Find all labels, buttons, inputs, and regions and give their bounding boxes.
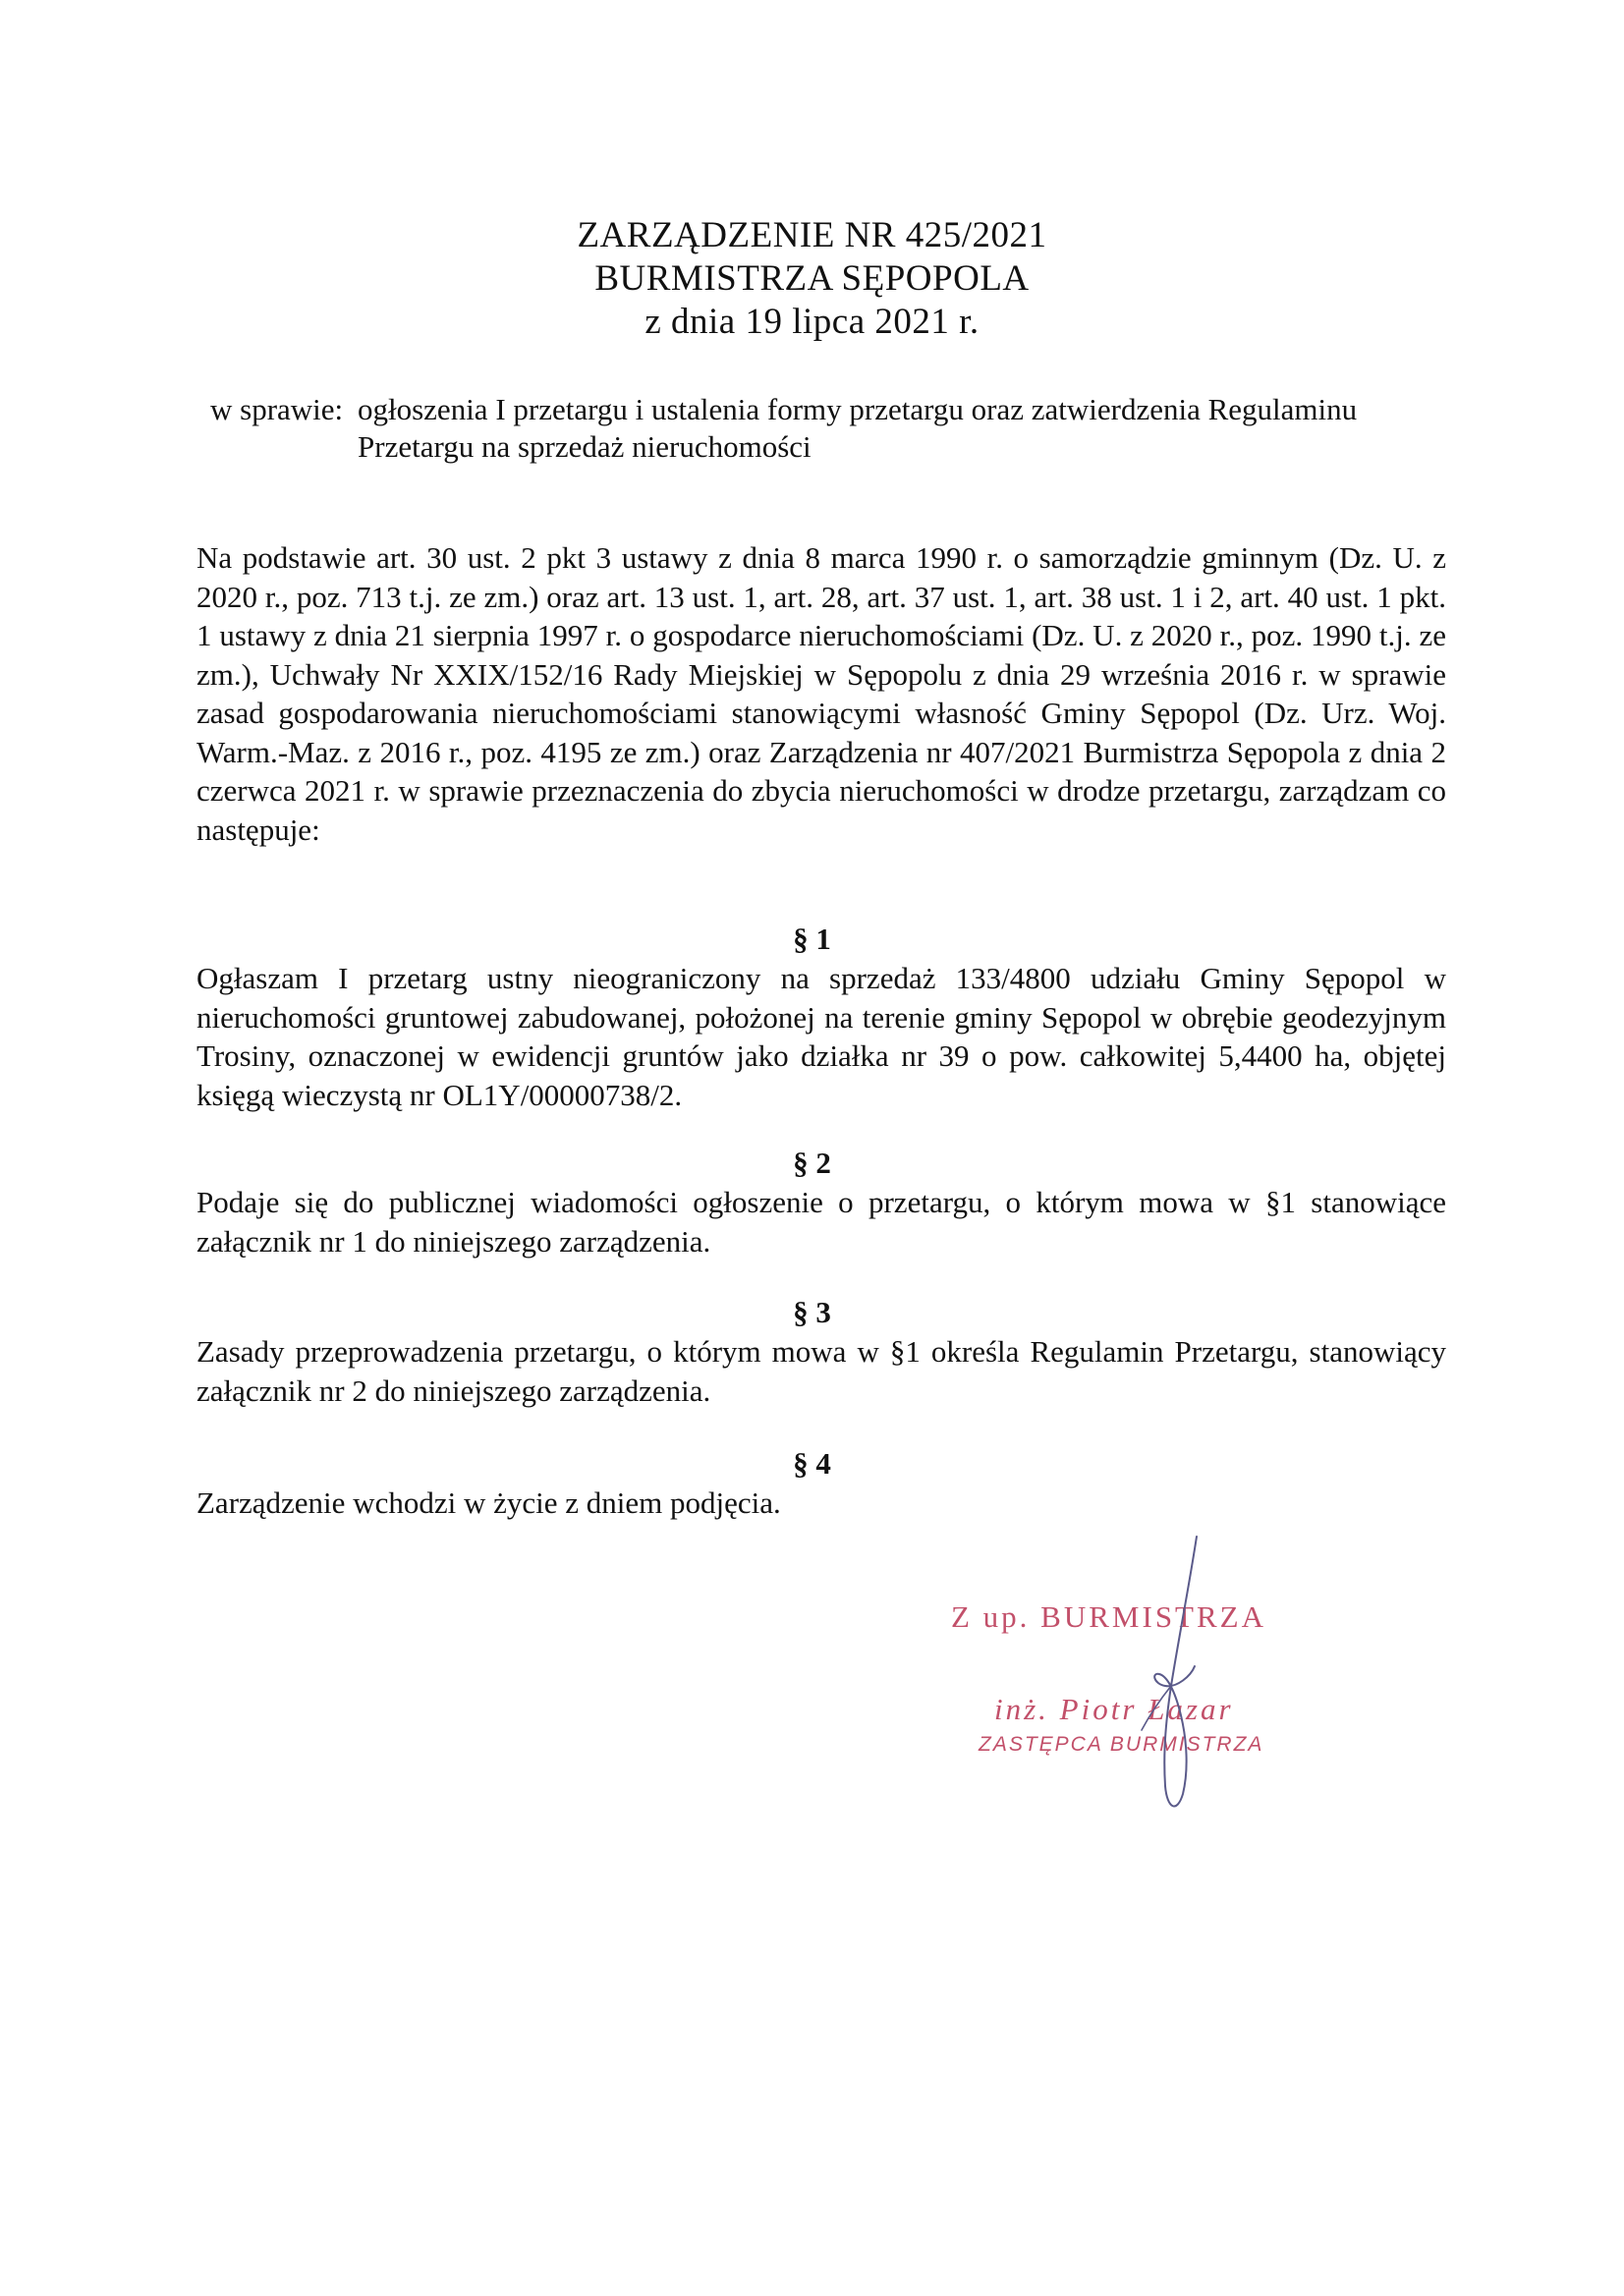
subject-block [210,391,1468,466]
section-2-heading: § 2 [793,1146,831,1180]
title-line-ordinance-number: ZARZĄDZENIE NR 425/2021 [577,215,1047,255]
handwritten-signature [1081,1529,1228,1823]
document-title [0,214,1624,344]
section-1-heading: § 1 [793,922,831,956]
subject-label: w sprawie: [210,392,344,426]
section-4-text: Zarządzenie wchodzi w życie z dniem podjęcia. [196,1485,781,1520]
title-line-date: z dnia 19 lipca 2021 r. [644,302,980,342]
stamp-position-line: ZASTĘPCA BURMISTRZA [979,1733,1264,1756]
section-4-heading: § 4 [793,1446,831,1481]
stamp-name-line: inż. Piotr Łazar [994,1692,1234,1726]
subject-line-2: Przetargu na sprzedaż nieruchomości [358,429,812,464]
section-3-heading: § 3 [793,1295,831,1329]
subject-line-1: ogłoszenia I przetargu i ustalenia formy przetargu oraz zatwierdzenia Regulaminu [358,392,1358,426]
section-1-text: Ogłaszam I przetarg ustny nieograniczony na sprzedaż 133/4800 udziału Gminy Sępopol w nieruchomości gruntowej zabudowanej, położonej na terenie gminy Sępopol w obrębie geodezyjnym Trosiny, oznaczonej w ewidencji gruntów jako działka nr 39 o pow. całkowitej 5,4400 ha, objętej księgą wieczystą nr OL1Y/00000738/2. [196,961,1446,1112]
title-line-issuer: BURMISTRZA SĘPOPOLA [594,258,1030,299]
section-3-text: Zasady przeprowadzenia przetargu, o którym mowa w §1 określa Regulamin Przetargu, stanowiący załącznik nr 2 do niniejszego zarządzenia. [196,1334,1446,1408]
legal-basis-paragraph: Na podstawie art. 30 ust. 2 pkt 3 ustawy z dnia 8 marca 1990 r. o samorządzie gminnym (Dz. U. z 2020 r., poz. 713 t.j. ze zm.) oraz art. 13 ust. 1, art. 28, art. 37 ust. 1, art. 38 ust. 1 i 2, art. 40 ust. 1 pkt. 1 ustawy z dnia 21 sierpnia 1997 r. o gospodarce nieruchomościami (Dz. U. z 2020 r., poz. 1990 t.j. ze zm.), Uchwały Nr XXIX/152/16 Rady Miejskiej w Sępopolu z dnia 29 września 2016 r. w sprawie zasad gospodarowania nieruchomościami stanowiącymi własność Gminy Sępopol (Dz. Urz. Woj. Warm.-Maz. z 2016 r., poz. 4195 ze zm.) oraz Zarządzenia nr 407/2021 Burmistrza Sępopola z dnia 2 czerwca 2021 r. w sprawie przeznaczenia do zbycia nieruchomości w drodze przetargu, zarządzam co następuje: [196,540,1446,847]
section-2-text: Podaje się do publicznej wiadomości ogłoszenie o przetargu, o którym mowa w §1 stanowiące załącznik nr 1 do niniejszego zarządzenia. [196,1185,1446,1259]
stamp-authorization-line: Z up. BURMISTRZA [951,1599,1266,1634]
